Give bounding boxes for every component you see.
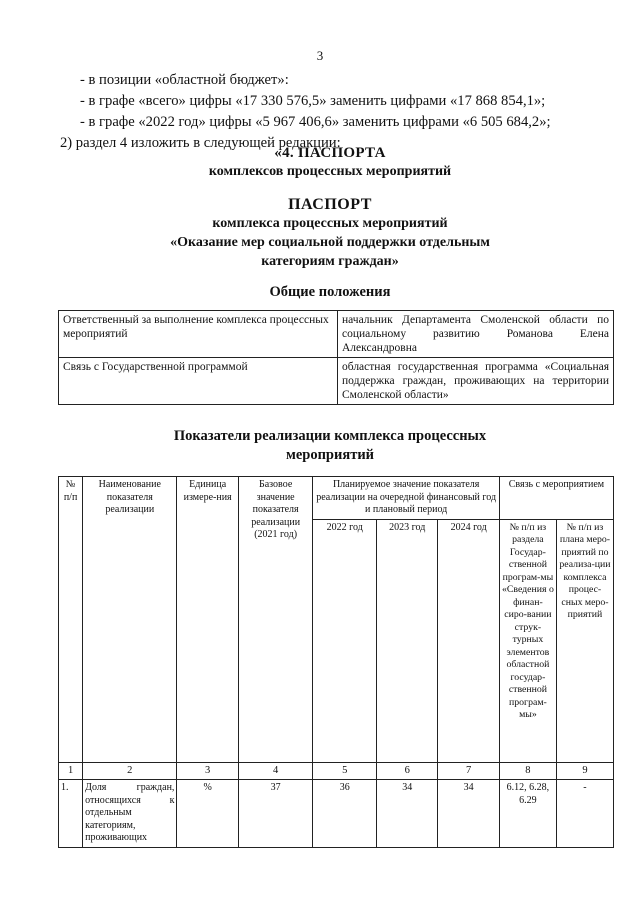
passport-subtitle (0, 214, 640, 271)
column-number: 2 (83, 762, 177, 780)
column-number: 7 (438, 762, 499, 780)
row-2024: 34 (438, 780, 499, 848)
passport-title: ПАСПОРТ (288, 196, 372, 213)
indicators-heading (0, 427, 640, 465)
passport-line: комплекса процессных мероприятий (212, 216, 448, 231)
row-link-plan: - (556, 780, 613, 848)
header-2023: 2023 год (377, 519, 438, 762)
page-number: 3 (316, 48, 324, 63)
table-row (59, 358, 614, 405)
header-num: № п/п (59, 477, 83, 763)
general-value: начальник Департамента Смоленской области по социальному развитию Романова Елена Александровна (338, 311, 614, 358)
passport-line: категориям граждан» (261, 254, 399, 269)
header-link-program: № п/п из раздела Государ-ственной програм-мы «Сведения о финан-сиро-вании струк-турных элементов областной государ-ственной програм-мы» (499, 519, 556, 762)
indicators-table (58, 476, 614, 848)
section-title: «4. ПАСПОРТА (274, 145, 386, 161)
header-name: Наименование показателя реализации (83, 477, 177, 763)
general-label: Ответственный за выполнение комплекса процессных мероприятий (59, 311, 338, 358)
column-number: 1 (59, 762, 83, 780)
row-base: 37 (238, 780, 313, 848)
section-subtitle: комплексов процессных мероприятий (208, 164, 452, 179)
intro-text (60, 70, 620, 154)
intro-line: - в графе «2022 год» цифры «5 967 406,6» заменить цифрами «6 505 684,2»; (80, 114, 551, 130)
indicators-heading-line: Показатели реализации комплекса процессных (173, 428, 487, 444)
table-header-row (59, 477, 614, 520)
header-unit: Единица измере-ния (177, 477, 238, 763)
header-2022: 2022 год (313, 519, 377, 762)
general-heading: Общие положения (269, 284, 391, 300)
row-unit: % (177, 780, 238, 848)
row-link-program: 6.12, 6.28, 6.29 (499, 780, 556, 848)
table-row (59, 780, 614, 848)
column-number: 6 (377, 762, 438, 780)
intro-line: - в позиции «областной бюджет»: (80, 72, 289, 88)
header-planned: Планируемое значение показателя реализации на очередной финансовый год и плановый период (313, 477, 499, 520)
row-num: 1. (59, 780, 83, 848)
column-number-row (59, 762, 614, 780)
header-base: Базовое значение показателя реализации (2021 год) (238, 477, 313, 763)
intro-line: - в графе «всего» цифры «17 330 576,5» заменить цифрами «17 868 854,1»; (80, 93, 546, 109)
column-number: 4 (238, 762, 313, 780)
row-name: Доля граждан, относящихся к отдельным категориям, проживающих (83, 780, 177, 848)
column-number: 3 (177, 762, 238, 780)
row-2023: 34 (377, 780, 438, 848)
general-value: областная государственная программа «Социальная поддержка граждан, проживающих на территории Смоленской области» (338, 358, 614, 405)
header-link: Связь с мероприятием (499, 477, 613, 520)
general-label: Связь с Государственной программой (59, 358, 338, 405)
column-number: 8 (499, 762, 556, 780)
column-number: 9 (556, 762, 613, 780)
header-link-plan: № п/п из плана меро-приятий по реализа-ции комплекса процес-сных меро-приятий (556, 519, 613, 762)
passport-line: «Оказание мер социальной поддержки отдельным (170, 235, 490, 250)
table-row (59, 311, 614, 358)
indicators-heading-line: мероприятий (285, 447, 375, 463)
intro-line: 2) раздел 4 изложить в следующей редакции: (60, 135, 341, 151)
general-table (58, 310, 614, 405)
column-number: 5 (313, 762, 377, 780)
header-2024: 2024 год (438, 519, 499, 762)
row-2022: 36 (313, 780, 377, 848)
